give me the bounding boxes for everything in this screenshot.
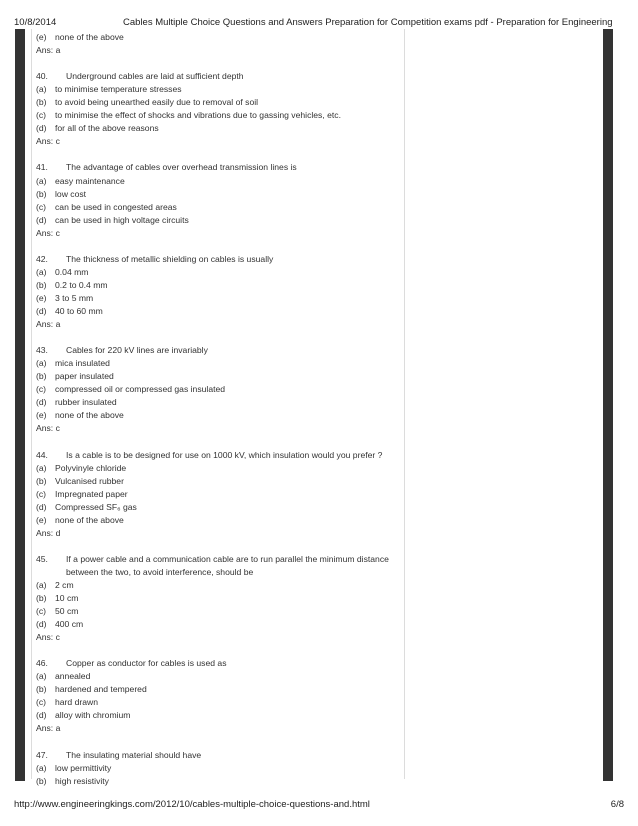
item-text: 0.04 mm (55, 266, 89, 277)
option-line (36, 579, 396, 592)
item-label: (b) (36, 684, 47, 695)
spacer (36, 240, 396, 253)
option-line (36, 501, 396, 514)
option-line (36, 775, 396, 788)
item-text: Is a cable is to be designed for use on 1000 kV, which insulation would you prefer ? (66, 449, 383, 460)
item-text: can be used in congested areas (55, 201, 177, 212)
option-line (36, 670, 396, 683)
item-label: (b) (36, 593, 47, 604)
option-line (36, 357, 396, 370)
item-text: Impregnated paper (55, 488, 128, 499)
item-label: (e) (36, 410, 47, 421)
content-left-border (31, 29, 32, 779)
option-line (36, 305, 396, 318)
item-text: low permittivity (55, 762, 112, 773)
item-label: 40. (36, 71, 48, 82)
question-line (36, 253, 396, 266)
option-line (36, 83, 396, 96)
answer-line: Ans: a (36, 319, 61, 330)
option-line (36, 31, 396, 44)
item-label: (e) (36, 32, 47, 42)
option-line (36, 488, 396, 501)
option-line (36, 592, 396, 605)
item-label: (d) (36, 123, 47, 134)
option-line (36, 475, 396, 488)
item-label: (c) (36, 384, 47, 395)
item-label: (d) (36, 305, 47, 316)
option-line (36, 462, 396, 475)
question-line (36, 553, 396, 566)
item-text: Underground cables are laid at sufficient depth (66, 71, 244, 82)
content-right-border (404, 29, 405, 779)
question-line (36, 749, 396, 762)
item-text: high resistivity (55, 775, 109, 786)
item-text: The insulating material should have (66, 749, 202, 760)
option-line (36, 292, 396, 305)
item-text: to avoid being unearthed easily due to removal of soil (55, 97, 259, 108)
spacer (36, 644, 396, 657)
item-label: 46. (36, 658, 48, 669)
spacer (36, 540, 396, 553)
item-label: (d) (36, 501, 47, 512)
item-text: Compressed SF₆ gas (55, 501, 137, 512)
page-url: http://www.engineeringkings.com/2012/10/cables-multiple-choice-questions-and.html (14, 799, 370, 810)
item-text: can be used in high voltage circuits (55, 214, 189, 225)
item-label: 47. (36, 749, 48, 760)
item-label: (a) (36, 762, 47, 773)
item-label: (a) (36, 462, 47, 473)
spacer (36, 148, 396, 161)
item-label: (c) (36, 110, 47, 121)
spacer (36, 435, 396, 448)
item-label: (b) (36, 475, 47, 486)
question-line (36, 344, 396, 357)
option-line (36, 409, 396, 422)
item-label: (d) (36, 710, 47, 721)
item-text: Copper as conductor for cables is used as (66, 658, 227, 669)
item-text: rubber insulated (55, 397, 117, 408)
item-text: Vulcanised rubber (55, 475, 124, 486)
item-text: paper insulated (55, 371, 114, 382)
right-scrollbar (603, 29, 613, 781)
item-label: (d) (36, 619, 47, 630)
item-label: (a) (36, 358, 47, 369)
question-line (36, 449, 396, 462)
answer-line: Ans: c (36, 632, 60, 643)
item-text: The thickness of metallic shielding on cables is usually (66, 253, 274, 264)
item-text: 2 cm (55, 579, 74, 590)
answer-line: Ans: a (36, 45, 61, 56)
item-text: compressed oil or compressed gas insulated (55, 384, 226, 395)
option-line (36, 122, 396, 135)
item-label: (d) (36, 214, 47, 225)
item-label: (b) (36, 371, 47, 382)
question-line (36, 161, 396, 174)
question-list (36, 31, 396, 788)
item-label: (c) (36, 697, 47, 708)
item-text: The advantage of cables over overhead transmission lines is (66, 162, 297, 173)
spacer (36, 331, 396, 344)
item-label: (a) (36, 175, 47, 186)
item-label: (a) (36, 266, 47, 277)
page-title: Cables Multiple Choice Questions and Answers Preparation for Competition exams pdf - Preparation for Engineering (123, 17, 613, 28)
item-text: hard drawn (55, 697, 98, 708)
item-label: (a) (36, 84, 47, 95)
item-label: (e) (36, 514, 47, 525)
option-line (36, 709, 396, 722)
item-label: 41. (36, 162, 48, 173)
item-text: hardened and tempered (55, 684, 147, 695)
item-label: (d) (36, 397, 47, 408)
item-text: alloy with chromium (55, 710, 131, 721)
option-line (36, 109, 396, 122)
item-label: (c) (36, 201, 47, 212)
option-line (36, 683, 396, 696)
item-text: 0.2 to 0.4 mm (55, 279, 108, 290)
item-text: 40 to 60 mm (55, 305, 103, 316)
item-text: easy maintenance (55, 175, 125, 186)
question-line (36, 70, 396, 83)
item-label: (b) (36, 775, 47, 786)
option-line (36, 383, 396, 396)
option-line (36, 279, 396, 292)
print-date: 10/8/2014 (14, 17, 57, 28)
item-text: none of the above (55, 32, 124, 42)
item-label: (c) (36, 488, 47, 499)
item-label: (a) (36, 671, 47, 682)
item-label: (b) (36, 188, 47, 199)
item-label: (a) (36, 579, 47, 590)
answer-line: Ans: a (36, 723, 61, 734)
item-text: mica insulated (55, 358, 110, 369)
option-line (36, 514, 396, 527)
item-text: 10 cm (55, 593, 79, 604)
item-label: (b) (36, 279, 47, 290)
question-line (36, 566, 396, 579)
option-line (36, 618, 396, 631)
option-line (36, 96, 396, 109)
item-text: none of the above (55, 410, 124, 421)
item-label: (c) (36, 606, 47, 617)
spacer (36, 57, 396, 70)
option-line (36, 214, 396, 227)
option-line (36, 188, 396, 201)
item-text: 3 to 5 mm (55, 292, 94, 303)
option-line (36, 605, 396, 618)
option-line (36, 696, 396, 709)
question-line (36, 657, 396, 670)
option-line (36, 370, 396, 383)
option-line (36, 266, 396, 279)
option-line (36, 201, 396, 214)
option-line (36, 175, 396, 188)
left-scrollbar (15, 29, 25, 781)
item-text: between the two, to avoid interference, should be (66, 566, 254, 577)
item-label (36, 566, 66, 579)
item-label: 44. (36, 449, 48, 460)
item-label: (e) (36, 292, 47, 303)
answer-line: Ans: c (36, 136, 60, 147)
item-text: annealed (55, 671, 91, 682)
page-number: 6/8 (610, 799, 624, 810)
item-text: Cables for 220 kV lines are invariably (66, 345, 208, 356)
option-line (36, 396, 396, 409)
item-text: to minimise temperature stresses (55, 84, 182, 95)
item-text: If a power cable and a communication cable are to run parallel the minimum distance (66, 553, 389, 564)
item-text: 400 cm (55, 619, 84, 630)
item-label: (b) (36, 97, 47, 108)
answer-line: Ans: c (36, 423, 60, 434)
item-label: 45. (36, 553, 48, 564)
item-label: 42. (36, 253, 48, 264)
item-text: Polyvinyle chloride (55, 462, 127, 473)
option-line (36, 762, 396, 775)
answer-line: Ans: d (36, 527, 61, 538)
item-text: to minimise the effect of shocks and vibrations due to gassing vehicles, etc. (55, 110, 341, 121)
item-text: 50 cm (55, 606, 79, 617)
answer-line: Ans: c (36, 227, 60, 238)
item-text: low cost (55, 188, 87, 199)
spacer (36, 736, 396, 749)
item-label: 43. (36, 345, 48, 356)
item-text: none of the above (55, 514, 124, 525)
item-text: for all of the above reasons (55, 123, 159, 134)
